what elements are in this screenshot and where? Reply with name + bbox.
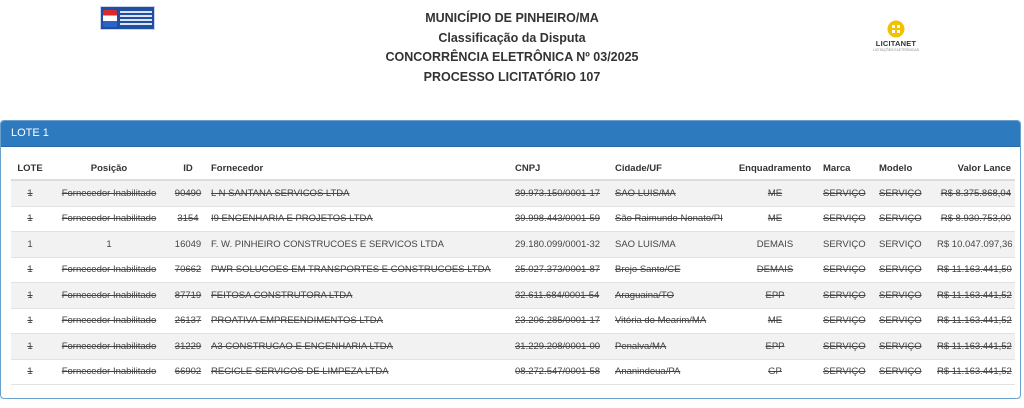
table-row [11,257,1015,283]
tender-title: CONCORRÊNCIA ELETRÔNICA Nº 03/2025 [385,50,639,64]
cell-enquadramento: EPP [731,283,819,309]
cell-lote: 1 [11,257,49,283]
cell-valor-lance: R$ 8.375.868,04 [933,180,1015,206]
cell-posicao: Fornecedor Inabilitado [49,359,169,385]
process-title: PROCESSO LICITATÓRIO 107 [423,69,601,84]
col-header-id: ID [169,157,207,180]
cell-modelo: SERVIÇO [875,232,933,258]
cell-fornecedor: L N SANTANA SERVICOS LTDA [207,180,511,206]
col-header-lote: LOTE [11,157,49,180]
cell-cnpj: 39.998.443/0001-59 [511,206,611,232]
cell-enquadramento: ME [731,308,819,334]
cell-cidade: SAO LUIS/MA [611,232,731,258]
cell-cnpj: 32.611.684/0001-54 [511,283,611,309]
cell-valor-lance: R$ 11.163.441,52 [933,359,1015,385]
cell-modelo: SERVIÇO [875,180,933,206]
lote-panel [0,120,1021,399]
cell-id: 3154 [169,206,207,232]
cell-modelo: SERVIÇO [875,283,933,309]
cell-posicao: Fornecedor Inabilitado [49,308,169,334]
col-header-enquadramento: Enquadramento [731,157,819,180]
cell-lote: 1 [11,206,49,232]
cell-enquadramento: ME [731,206,819,232]
licitanet-logo [871,20,921,54]
cell-fornecedor: PROATIVA EMPREENDIMENTOS LTDA [207,308,511,334]
cell-cnpj: 23.206.285/0001-17 [511,308,611,334]
col-header-cnpj: CNPJ [511,157,611,180]
cell-id: 90490 [169,180,207,206]
table-row [11,359,1015,385]
cell-cidade: SAO LUIS/MA [611,180,731,206]
cell-enquadramento: EPP [731,334,819,360]
cell-valor-lance: R$ 11.163.441,50 [933,257,1015,283]
cell-cidade: Vitória do Mearim/MA [611,308,731,334]
table-header-row [11,157,1015,180]
cell-posicao: Fornecedor Inabilitado [49,180,169,206]
page-header [0,0,1024,106]
licitanet-name: LICITANET [875,39,917,48]
municipality-title: MUNICÍPIO DE PINHEIRO/MA [425,11,599,25]
col-header-posicao: Posição [49,157,169,180]
licitanet-tagline: LICITAÇÕES ELETRÔNICAS [872,48,920,52]
col-header-fornecedor: Fornecedor [207,157,511,180]
table-row [11,334,1015,360]
table-row [11,180,1015,206]
cell-cidade: Penalva/MA [611,334,731,360]
cell-fornecedor: FEITOSA CONSTRUTORA LTDA [207,283,511,309]
cell-fornecedor: F. W. PINHEIRO CONSTRUCOES E SERVICOS LTDA [207,232,511,258]
cell-cnpj: 31.229.208/0001-00 [511,334,611,360]
cell-marca: SERVIÇO [819,283,875,309]
cell-lote: 1 [11,283,49,309]
col-header-modelo: Modelo [875,157,933,180]
cell-marca: SERVIÇO [819,308,875,334]
cell-modelo: SERVIÇO [875,334,933,360]
cell-id: 16049 [169,232,207,258]
cell-enquadramento: GP [731,359,819,385]
panel-title: LOTE 1 [1,121,1020,147]
cell-modelo: SERVIÇO [875,206,933,232]
classification-table [11,157,1015,385]
col-header-valor-lance: Valor Lance [933,157,1015,180]
cell-fornecedor: I9 ENGENHARIA E PROJETOS LTDA [207,206,511,232]
cell-lote: 1 [11,232,49,258]
cell-cnpj: 25.027.373/0001-87 [511,257,611,283]
cell-posicao: 1 [49,232,169,258]
cell-fornecedor: RECICLE SERVICOS DE LIMPEZA LTDA [207,359,511,385]
licitanet-symbol-icon [887,20,905,38]
cell-id: 31229 [169,334,207,360]
cell-cidade: São Raimundo Nonato/PI [611,206,731,232]
cell-cidade: Brejo Santo/CE [611,257,731,283]
cell-fornecedor: PWR SOLUCOES EM TRANSPORTES E CONSTRUCOES LTDA [207,257,511,283]
cell-posicao: Fornecedor Inabilitado [49,257,169,283]
classification-title: Classificação da Disputa [438,30,586,45]
cell-id: 26137 [169,308,207,334]
cell-modelo: SERVIÇO [875,257,933,283]
cell-marca: SERVIÇO [819,206,875,232]
table-row [11,308,1015,334]
cell-cnpj: 39.973.150/0001-17 [511,180,611,206]
cell-modelo: SERVIÇO [875,308,933,334]
cell-valor-lance: R$ 11.163.441,52 [933,334,1015,360]
cell-valor-lance: R$ 11.163.441,52 [933,308,1015,334]
table-row [11,283,1015,309]
cell-valor-lance: R$ 11.163.441,52 [933,283,1015,309]
cell-cnpj: 08.272.547/0001-58 [511,359,611,385]
cell-marca: SERVIÇO [819,232,875,258]
cell-id: 87719 [169,283,207,309]
cell-marca: SERVIÇO [819,359,875,385]
cell-marca: SERVIÇO [819,180,875,206]
cell-posicao: Fornecedor Inabilitado [49,334,169,360]
col-header-marca: Marca [819,157,875,180]
cell-enquadramento: DEMAIS [731,257,819,283]
cell-fornecedor: A3 CONSTRUCAO E ENGENHARIA LTDA [207,334,511,360]
cell-enquadramento: ME [731,180,819,206]
cell-modelo: SERVIÇO [875,359,933,385]
cell-lote: 1 [11,334,49,360]
cell-valor-lance: R$ 8.930.753,00 [933,206,1015,232]
cell-lote: 1 [11,359,49,385]
col-header-cidade: Cidade/UF [611,157,731,180]
table-row [11,206,1015,232]
cell-cidade: Ananindeua/PA [611,359,731,385]
cell-cidade: Araguaina/TO [611,283,731,309]
cell-marca: SERVIÇO [819,334,875,360]
cell-marca: SERVIÇO [819,257,875,283]
cell-lote: 1 [11,180,49,206]
cell-lote: 1 [11,308,49,334]
cell-id: 66902 [169,359,207,385]
table-body [11,180,1015,385]
cell-posicao: Fornecedor Inabilitado [49,206,169,232]
table-row [11,232,1015,258]
cell-valor-lance: R$ 10.047.097,36 [933,232,1015,258]
cell-posicao: Fornecedor Inabilitado [49,283,169,309]
cell-cnpj: 29.180.099/0001-32 [511,232,611,258]
cell-enquadramento: DEMAIS [731,232,819,258]
cell-id: 70662 [169,257,207,283]
